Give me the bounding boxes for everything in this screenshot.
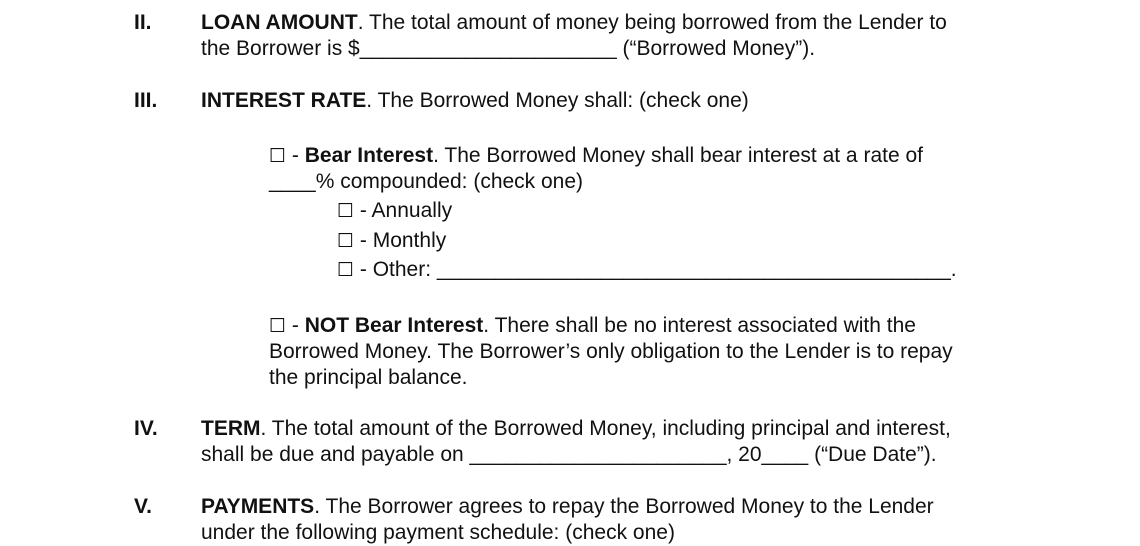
- section-numeral: V.: [134, 495, 152, 518]
- option-label: - Annually: [354, 199, 453, 222]
- section-line: under the following payment schedule: (check one): [201, 521, 675, 544]
- option-line: the principal balance.: [269, 366, 468, 389]
- option-label: - Other: ____________________________________________.: [354, 258, 957, 281]
- section-text: [201, 494, 1031, 546]
- section-text: [201, 10, 1031, 62]
- checkbox-annually[interactable]: ☐: [337, 200, 355, 222]
- checkbox-monthly[interactable]: ☐: [337, 230, 355, 252]
- option-monthly: [337, 228, 1037, 254]
- option-line: Borrowed Money. The Borrower’s only obligation to the Lender is to repay: [269, 340, 953, 363]
- option-heading: Bear Interest: [304, 144, 434, 167]
- option-annually: [337, 198, 1037, 224]
- checkbox-other[interactable]: ☐: [337, 259, 355, 281]
- option-line: ____% compounded: (check one): [269, 170, 584, 193]
- section-line: LOAN AMOUNT. The total amount of money being borrowed from the Lender to: [201, 11, 947, 34]
- option-heading: NOT Bear Interest: [304, 314, 484, 337]
- section-text: [201, 416, 1031, 468]
- checkbox-bear-interest[interactable]: ☐: [269, 145, 287, 167]
- section-line: shall be due and payable on ______________________, 20____ (“Due Date”).: [201, 443, 937, 466]
- section-line: TERM. The total amount of the Borrowed Money, including principal and interest,: [201, 417, 951, 440]
- section-heading: INTEREST RATE: [201, 89, 367, 112]
- section-numeral: III.: [134, 89, 158, 112]
- section-heading: TERM: [201, 417, 261, 440]
- option-label: - Monthly: [354, 229, 447, 252]
- section-text: [201, 88, 1031, 114]
- checkbox-not-bear-interest[interactable]: ☐: [269, 315, 287, 337]
- section-numeral: IV.: [134, 417, 158, 440]
- option-other: [337, 257, 1037, 283]
- option-bear-interest: ☐ - Bear Interest. The Borrowed Money shall bear interest at a rate of ____% compounded: (check one): [269, 143, 1029, 195]
- section-numeral: II.: [134, 11, 152, 34]
- section-line: PAYMENTS. The Borrower agrees to repay the Borrowed Money to the Lender: [201, 495, 934, 518]
- option-not-bear-interest: ☐ - NOT Bear Interest. There shall be no interest associated with the Borrowed Money. The Borrower’s only obligation to the Lender is to repay the principal balance.: [269, 313, 1029, 391]
- section-heading: PAYMENTS: [201, 495, 315, 518]
- section-line: the Borrower is $______________________ (“Borrowed Money”).: [201, 37, 816, 60]
- section-heading: LOAN AMOUNT: [201, 11, 358, 34]
- section-line: INTEREST RATE. The Borrowed Money shall: (check one): [201, 89, 749, 112]
